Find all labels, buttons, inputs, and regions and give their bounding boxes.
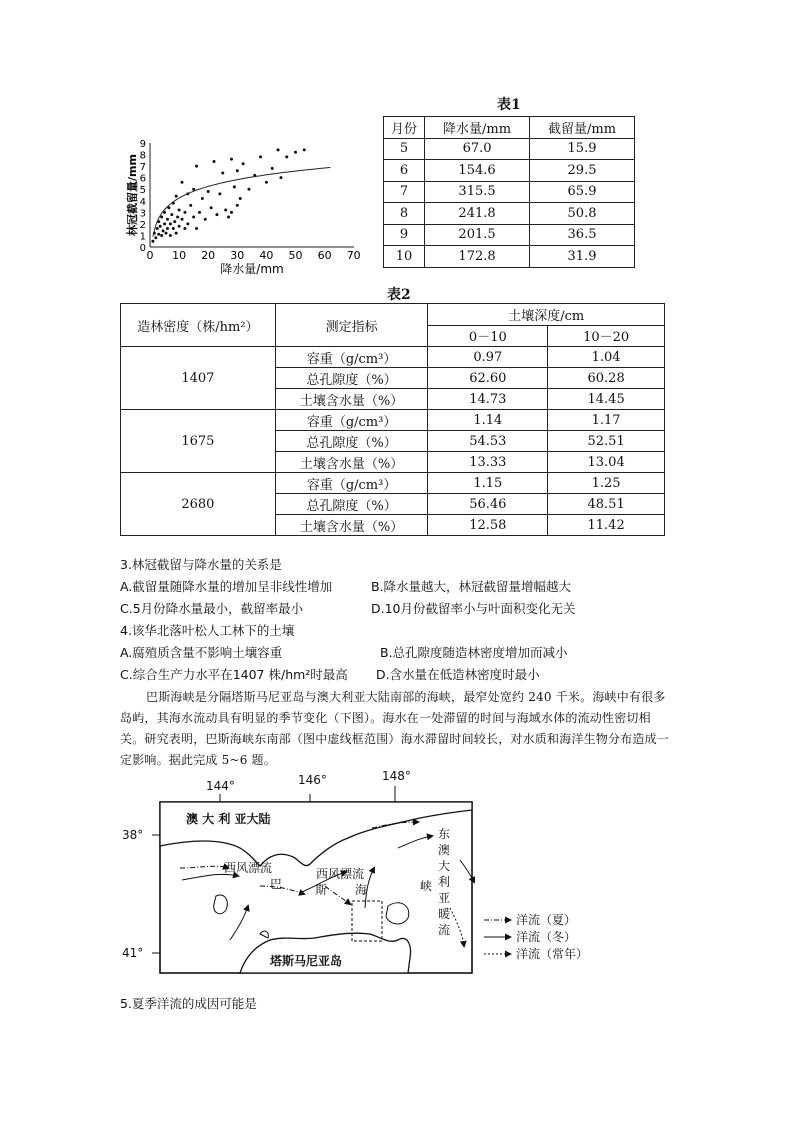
- data-point: [170, 213, 173, 216]
- strait-char-xia: 峡: [420, 879, 433, 893]
- data-point: [157, 233, 160, 236]
- island: [386, 903, 409, 924]
- y-tick-label: 7: [139, 162, 146, 174]
- table1-cell: 50.8: [530, 203, 635, 225]
- legend-winter: 洋流（冬）: [516, 930, 577, 944]
- table1-row: [384, 224, 635, 246]
- table1-caption: 表1: [497, 97, 521, 113]
- data-point: [233, 185, 236, 188]
- table1-cell: 29.5: [530, 160, 635, 182]
- data-point: [154, 236, 157, 239]
- table2-index-cell: 容重（g/cm³）: [275, 410, 428, 431]
- data-point: [178, 209, 181, 212]
- question-3: 3.林冠截留与降水量的关系是: [120, 557, 282, 572]
- west-wind-drift-1: 西风漂流: [224, 861, 273, 875]
- data-point: [189, 204, 192, 207]
- table2-index-cell: 总孔隙度（%）: [275, 368, 428, 389]
- table2-value-cell: 0.97: [428, 347, 548, 368]
- table1-row: [384, 138, 635, 160]
- data-point: [210, 206, 213, 209]
- data-point: [169, 234, 172, 237]
- table2: [120, 303, 665, 536]
- data-point: [204, 218, 207, 221]
- data-point: [186, 222, 189, 225]
- x-tick-label: 10: [172, 249, 187, 262]
- y-tick-label: 0: [139, 243, 146, 254]
- table2-value-cell: 1.15: [428, 473, 548, 494]
- table1-header: 降水量/mm: [425, 117, 530, 139]
- data-point: [151, 240, 154, 243]
- x-tick-label: 60: [317, 249, 332, 262]
- table2-value-cell: 1.04: [548, 347, 665, 368]
- table2-value-cell: 62.60: [428, 368, 548, 389]
- data-point: [192, 188, 195, 191]
- table2-index-cell: 总孔隙度（%）: [275, 494, 428, 515]
- data-point: [172, 227, 175, 230]
- table1-row: [384, 160, 635, 182]
- data-point: [175, 232, 178, 235]
- eac-char: 东: [438, 827, 451, 841]
- data-point: [166, 227, 169, 230]
- table1-cell: 10: [384, 246, 425, 268]
- table1-cell: 201.5: [425, 224, 530, 246]
- q4-option-d: D.含水量在低造林密度时最小: [376, 667, 540, 682]
- data-point: [181, 218, 184, 221]
- lon-148: 148°: [382, 769, 411, 783]
- data-point: [277, 148, 280, 151]
- table2-density-cell: 1407: [121, 347, 276, 410]
- data-point: [221, 172, 224, 175]
- question-4: 4.该华北落叶松人工林下的土壤: [120, 623, 295, 638]
- x-axis-label: 降水量/mm: [220, 262, 284, 276]
- y-tick-label: 8: [139, 150, 146, 162]
- data-point: [198, 211, 201, 214]
- data-point: [192, 215, 195, 218]
- table1-cell: 5: [384, 138, 425, 160]
- table2-value-cell: 48.51: [548, 494, 665, 515]
- y-tick-label: 3: [139, 208, 146, 220]
- strait-char-si: 斯: [315, 883, 328, 897]
- table2-index-cell: 容重（g/cm³）: [275, 473, 428, 494]
- eac-char: 澳: [438, 843, 451, 857]
- data-point: [195, 165, 198, 168]
- data-point: [236, 204, 239, 207]
- table2-caption: 表2: [387, 287, 411, 303]
- table1-cell: 241.8: [425, 203, 530, 225]
- data-point: [227, 215, 230, 218]
- table2-density-cell: 1675: [121, 410, 276, 473]
- mainland-label: 澳 大 利 亚大陆: [186, 812, 271, 826]
- table1-cell: 67.0: [425, 138, 530, 160]
- data-point: [175, 195, 178, 198]
- bass-strait-map: [120, 768, 612, 990]
- table2-depth-header: 土壤深度/cm: [428, 304, 665, 326]
- x-tick-label: 30: [230, 249, 245, 262]
- table2-density-cell: 2680: [121, 473, 276, 536]
- table2-row: [121, 473, 665, 494]
- map-legend: [484, 912, 588, 961]
- lat-41: 41°: [122, 946, 144, 960]
- q4-option-a: A.腐殖质含量不影响土壤容重: [120, 645, 283, 660]
- data-point: [279, 176, 282, 179]
- data-point: [230, 211, 233, 214]
- passage: 巴斯海峡是分隔塔斯马尼亚岛与澳大利亚大陆南部的海峡，最窄处宽约 240 千米。海峡中有很多岛屿，其海水流动具有明显的季节变化（下图）。海水在一处滞留的时间与海域水体的流动性密切相关。研究表明，巴斯海峡东南部（图中虚线框范围）海水滞留时间较长，对水质和海洋生物分布造成一定影响。据此完成 5~6 题。: [120, 690, 670, 767]
- q4-option-b: B.总孔隙度随造林密度增加而减小: [380, 645, 568, 660]
- lon-146: 146°: [298, 773, 327, 787]
- x-tick-label: 50: [288, 249, 303, 262]
- table1-header: 截留量/mm: [530, 117, 635, 139]
- y-axis-label: 林冠截留量/mm: [126, 154, 139, 236]
- data-point: [236, 169, 239, 172]
- y-tick-label: 2: [139, 219, 146, 231]
- data-point: [166, 218, 169, 221]
- y-tick-label: 1: [139, 231, 146, 243]
- data-point: [242, 162, 245, 165]
- east-australian-current-label: [438, 827, 450, 937]
- table2-value-cell: 14.45: [548, 389, 665, 410]
- data-point: [259, 155, 262, 158]
- data-point: [165, 232, 168, 235]
- table2-value-cell: 56.46: [428, 494, 548, 515]
- data-point: [195, 227, 198, 230]
- data-point: [294, 151, 297, 154]
- x-tick-label: 40: [259, 249, 274, 262]
- table1-cell: 31.9: [530, 246, 635, 268]
- x-tick-labels: [147, 249, 361, 262]
- table2-value-cell: 52.51: [548, 431, 665, 452]
- table1-cell: 172.8: [425, 246, 530, 268]
- table2-row: [121, 410, 665, 431]
- eac-char: 流: [438, 923, 451, 937]
- data-point: [176, 215, 179, 218]
- table1-cell: 65.9: [530, 181, 635, 203]
- data-point: [247, 188, 250, 191]
- table1-cell: 36.5: [530, 224, 635, 246]
- table1-cell: 6: [384, 160, 425, 182]
- strait-char-ba: 巴: [270, 877, 283, 891]
- legend-year-round: 洋流（常年）: [516, 947, 589, 961]
- table2-index-header: 测定指标: [275, 304, 428, 347]
- tasmania-label: 塔斯马尼亚岛: [270, 954, 343, 968]
- table2-value-cell: 13.33: [428, 452, 548, 473]
- table2-row: [121, 347, 665, 368]
- table2-value-cell: 54.53: [428, 431, 548, 452]
- table2-index-cell: 土壤含水量（%）: [275, 389, 428, 410]
- table2-index-cell: 总孔隙度（%）: [275, 431, 428, 452]
- table1-row: [384, 203, 635, 225]
- x-tick-label: 0: [146, 249, 154, 262]
- q3-option-d: D.10月份截留率小与叶面积变化无关: [371, 601, 576, 616]
- y-tick-label: 9: [139, 139, 146, 150]
- x-tick-label: 20: [201, 249, 216, 262]
- data-point: [159, 225, 162, 228]
- table1-row: [384, 181, 635, 203]
- table2-value-cell: 11.42: [548, 515, 665, 536]
- table1-cell: 15.9: [530, 138, 635, 160]
- data-point: [224, 209, 227, 212]
- table1-cell: 315.5: [425, 181, 530, 203]
- table2-value-cell: 60.28: [548, 368, 665, 389]
- data-point: [173, 220, 176, 223]
- data-point: [230, 158, 233, 161]
- data-point: [265, 181, 268, 184]
- data-point: [162, 229, 165, 232]
- chart-axes: [150, 143, 354, 247]
- table2-value-cell: 1.25: [548, 473, 665, 494]
- data-point: [156, 227, 159, 230]
- question-5: 5.夏季洋流的成因可能是: [120, 996, 257, 1011]
- table2-index-cell: 土壤含水量（%）: [275, 452, 428, 473]
- eac-char: 大: [438, 859, 451, 873]
- table2-value-cell: 12.58: [428, 515, 548, 536]
- data-point: [181, 181, 184, 184]
- data-point: [183, 211, 186, 214]
- table2-depth-2: 10－20: [548, 325, 665, 347]
- strait-char-hai: 海: [355, 883, 368, 897]
- q3-option-b: B.降水量越大，林冠截留量增幅越大: [371, 579, 572, 594]
- x-tick-label: 70: [346, 249, 361, 262]
- y-tick-labels: [140, 139, 146, 254]
- legend-summer: 洋流（夏）: [516, 913, 577, 927]
- data-point: [201, 197, 204, 200]
- table1-cell: 8: [384, 203, 425, 225]
- data-point: [160, 234, 163, 237]
- table2-index-cell: 容重（g/cm³）: [275, 347, 428, 368]
- table2-value-cell: 1.14: [428, 410, 548, 431]
- data-point: [239, 197, 242, 200]
- table1-cell: 154.6: [425, 160, 530, 182]
- data-point: [213, 160, 216, 163]
- island: [214, 895, 228, 914]
- data-point: [271, 167, 274, 170]
- table2-index-cell: 土壤含水量（%）: [275, 515, 428, 536]
- data-point: [163, 222, 166, 225]
- data-point: [218, 192, 221, 195]
- table2-value-cell: 1.17: [548, 410, 665, 431]
- eac-char: 亚: [438, 891, 451, 905]
- west-wind-drift-2: 西风漂流: [316, 867, 365, 881]
- data-point: [285, 155, 288, 158]
- y-tick-label: 6: [139, 173, 146, 185]
- data-points: [151, 148, 305, 242]
- data-point: [303, 148, 306, 151]
- data-point: [207, 190, 210, 193]
- y-tick-label: 4: [139, 196, 146, 208]
- lon-144: 144°: [206, 779, 235, 793]
- lat-38: 38°: [122, 828, 144, 842]
- table1-cell: 9: [384, 224, 425, 246]
- eac-char: 暖: [438, 907, 451, 921]
- q4-option-c: C.综合生产力水平在1407 株/hm²时最高: [120, 667, 348, 682]
- table2-density-header: 造林密度（株/hm²）: [121, 304, 276, 347]
- table1-header: 月份: [384, 117, 425, 139]
- q3-option-a: A.截留量随降水量的增加呈非线性增加: [120, 579, 333, 594]
- y-tick-label: 5: [139, 185, 146, 197]
- data-point: [183, 227, 186, 230]
- table2-value-cell: 13.04: [548, 452, 665, 473]
- scatter-chart: [122, 135, 367, 280]
- data-point: [169, 222, 172, 225]
- eac-char: 利: [438, 875, 451, 889]
- q3-option-c: C.5月份降水量最小，截留率最小: [120, 601, 304, 616]
- table1-header-row: [384, 117, 635, 139]
- table1-row: [384, 246, 635, 268]
- table1: [383, 116, 635, 268]
- table1-cell: 7: [384, 181, 425, 203]
- table2-value-cell: 14.73: [428, 389, 548, 410]
- table2-depth-1: 0－10: [428, 325, 548, 347]
- data-point: [215, 213, 218, 216]
- data-point: [178, 225, 181, 228]
